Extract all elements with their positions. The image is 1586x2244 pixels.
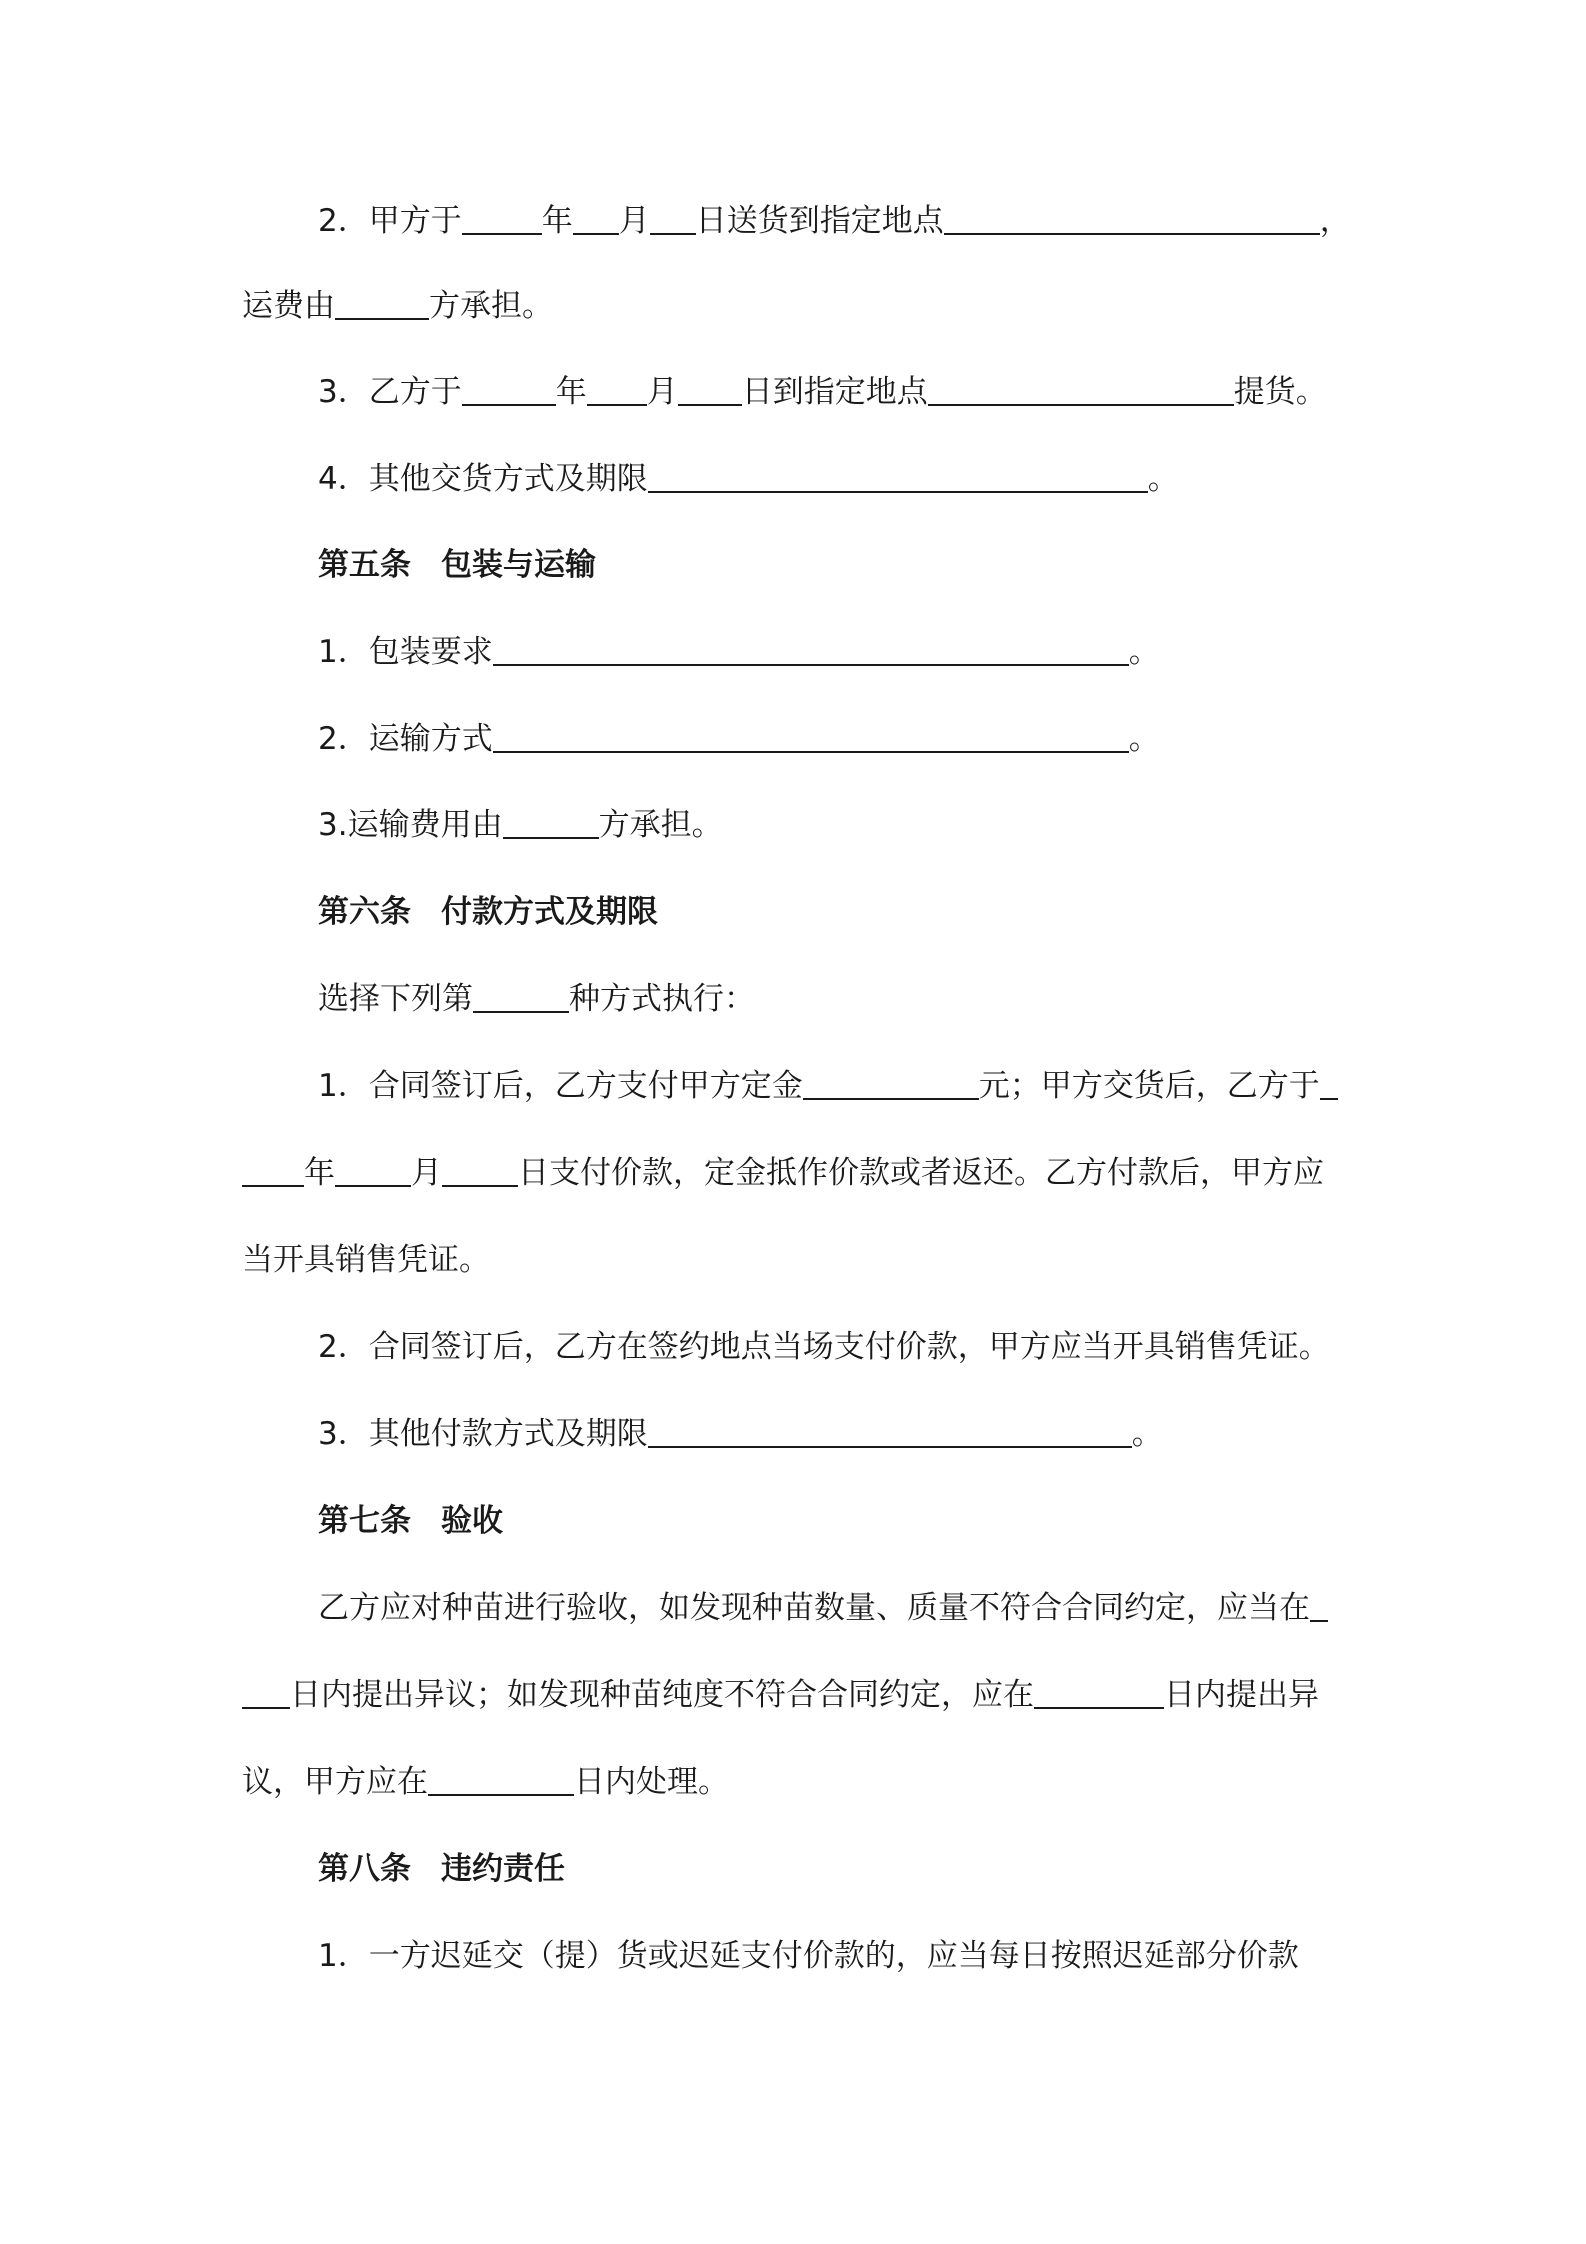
pickup-suffix: 提货。: [1233, 374, 1327, 410]
onsite-payment-text: 2．合同签订后，乙方在签约地点当场支付价款，甲方应当开具销售凭证。: [318, 1329, 1330, 1365]
handling-suffix: 日内处理。: [574, 1764, 729, 1800]
delivery-location-label: 日送货到指定地点: [695, 203, 944, 239]
pickup-year-blank[interactable]: [462, 366, 556, 406]
inspection-line-2: [242, 1665, 1354, 1725]
delivery-item-2-prefix: 2．甲方于: [318, 203, 462, 239]
delivery-location-blank[interactable]: [944, 195, 1320, 235]
other-delivery-label: 4．其他交货方式及期限: [318, 461, 648, 497]
article-5-heading: [242, 535, 1354, 595]
delivery-item-3: [242, 362, 1354, 422]
period: 。: [1147, 461, 1179, 497]
payment-item-3: [242, 1404, 1354, 1464]
article-title: 付款方式及期限: [441, 894, 658, 930]
pickup-year-label: 年: [555, 374, 587, 410]
article-title: 验收: [441, 1503, 503, 1539]
other-payment-label: 3．其他付款方式及期限: [318, 1416, 648, 1452]
article-6-heading: [242, 882, 1354, 942]
pickup-location-label: 日到指定地点: [741, 374, 928, 410]
transport-cost-suffix: 方承担。: [598, 807, 723, 843]
transport-cost-party-blank[interactable]: [503, 799, 599, 839]
freight-suffix: 方承担。: [429, 288, 553, 324]
delay-liability-text: 1．一方迟延交（提）货或迟延支付价款的，应当每日按照迟延部分价款: [318, 1938, 1299, 1974]
payment-item-1-line-1: [242, 1056, 1354, 1116]
article-number: 第六条: [318, 894, 411, 930]
packaging-item-2: [242, 709, 1354, 769]
article-number: 第五条: [318, 547, 411, 583]
article-8-heading: [242, 1839, 1354, 1899]
comma: ，: [1319, 203, 1351, 239]
pickup-month-blank[interactable]: [587, 366, 647, 406]
select-prefix: 选择下列第: [318, 981, 473, 1017]
deposit-mid-text: 元；甲方交货后，乙方于: [978, 1068, 1320, 1104]
inspection-line-3: [242, 1752, 1354, 1812]
period: 。: [1128, 721, 1160, 757]
article-title: 包装与运输: [441, 547, 596, 583]
inspection-line-1: [242, 1578, 1354, 1638]
transport-cost-label: 3.运输费用由: [318, 807, 503, 843]
period: 。: [1131, 1416, 1163, 1452]
payment-item-1-line-3: [242, 1230, 1354, 1290]
payment-day-blank[interactable]: [442, 1147, 518, 1187]
freight-party-blank[interactable]: [335, 280, 429, 320]
payment-year-blank[interactable]: [242, 1147, 304, 1187]
year-blank[interactable]: [462, 195, 542, 235]
sales-voucher-text: 当开具销售凭证。: [242, 1242, 490, 1278]
packaging-requirement-blank[interactable]: [493, 626, 1129, 666]
packaging-requirement-label: 1．包装要求: [318, 634, 493, 670]
payment-month-blank[interactable]: [335, 1147, 411, 1187]
day-blank[interactable]: [650, 195, 696, 235]
packaging-item-1: [242, 622, 1354, 682]
packaging-item-3: [242, 795, 1354, 855]
purity-objection-text: 日内提出异议；如发现种苗纯度不符合合同约定，应在: [290, 1677, 1034, 1713]
other-payment-blank[interactable]: [648, 1408, 1132, 1448]
liability-item-1: [242, 1926, 1354, 1986]
year-label: 年: [541, 203, 573, 239]
transport-method-blank[interactable]: [493, 713, 1129, 753]
other-delivery-blank[interactable]: [648, 453, 1148, 493]
article-number: 第八条: [318, 1851, 411, 1887]
pickup-day-blank[interactable]: [678, 366, 742, 406]
delivery-item-4: [242, 449, 1354, 509]
payment-item-2: [242, 1317, 1354, 1377]
payment-month-label: 月: [411, 1155, 442, 1191]
select-suffix: 种方式执行：: [569, 981, 755, 1017]
inspection-text: 乙方应对种苗进行验收，如发现种苗数量、质量不符合合同约定，应当在: [318, 1590, 1310, 1626]
month-label: 月: [618, 203, 650, 239]
delivery-item-2-line-2: [242, 276, 1354, 336]
handling-days-blank[interactable]: [428, 1756, 574, 1796]
purity-days-blank[interactable]: [1034, 1669, 1164, 1709]
objection-days-blank-start[interactable]: [1310, 1582, 1328, 1622]
payment-year-blank-start[interactable]: [1320, 1060, 1338, 1100]
delivery-item-2-line-1: [242, 191, 1354, 251]
period: 。: [1128, 634, 1160, 670]
article-number: 第七条: [318, 1503, 411, 1539]
pickup-month-label: 月: [646, 374, 678, 410]
transport-method-label: 2．运输方式: [318, 721, 493, 757]
pickup-location-blank[interactable]: [928, 366, 1234, 406]
deposit-label: 1．合同签订后，乙方支付甲方定金: [318, 1068, 803, 1104]
freight-label: 运费由: [242, 288, 335, 324]
objection-days-blank[interactable]: [242, 1669, 290, 1709]
payment-option-blank[interactable]: [473, 973, 569, 1013]
payment-terms-text: 日支付价款，定金抵作价款或者返还。乙方付款后，甲方应: [518, 1155, 1324, 1191]
article-7-heading: [242, 1491, 1354, 1551]
pickup-prefix: 3．乙方于: [318, 374, 462, 410]
payment-year-label: 年: [304, 1155, 335, 1191]
payment-item-1-line-2: [242, 1143, 1354, 1203]
month-blank[interactable]: [573, 195, 619, 235]
payment-select-line: [242, 969, 1354, 1029]
article-title: 违约责任: [441, 1851, 565, 1887]
deposit-amount-blank[interactable]: [803, 1060, 979, 1100]
handling-prefix: 议，甲方应在: [242, 1764, 428, 1800]
objection-suffix: 日内提出异: [1164, 1677, 1319, 1713]
